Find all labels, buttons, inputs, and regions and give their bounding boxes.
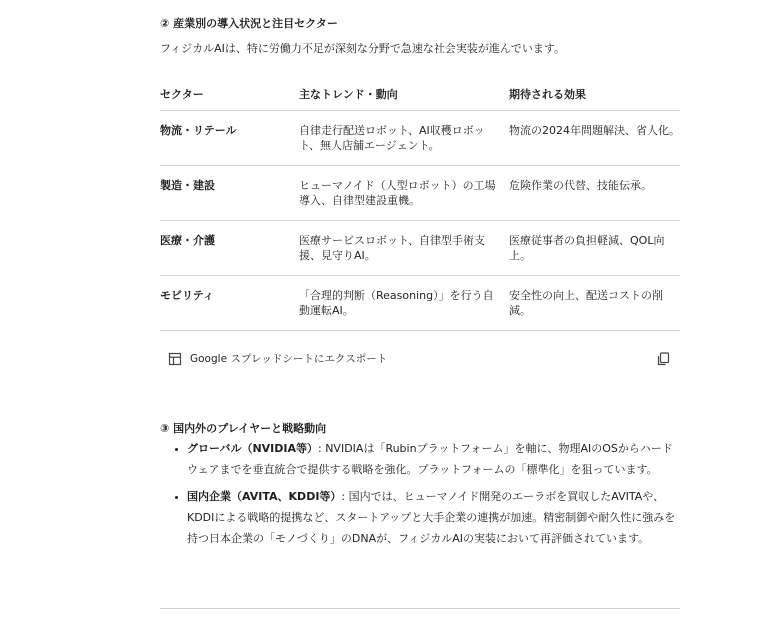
divider: [160, 608, 680, 609]
table-export-bar: [160, 346, 680, 374]
table-cell-sector: モビリティ: [160, 276, 299, 331]
table-cell-sector: 製造・建設: [160, 166, 299, 221]
table-cell-trend: 医療サービスロボット、自律型手術支援、見守りAI。: [299, 221, 509, 276]
section2-heading: ② 産業別の導入状況と注目セクター: [160, 17, 338, 30]
player-list: [160, 438, 680, 555]
list-item: [187, 438, 680, 480]
list-item-text: : 国内では、ヒューマノイド開発のエーラボを買収したAVITAや、KDDIによる戦略的提携など、スタートアップと大手企業の連携が加速。精密制御や耐久性に強みを持つ日本企業の「モノづくり」のDNAが、フィジカルAIの実装において再評価されています。: [187, 490, 676, 545]
table-header-row: [160, 78, 680, 111]
table-header-sector: セクター: [160, 78, 299, 111]
list-item-title: グローバル（NVIDIA等）: [187, 442, 318, 455]
table-cell-trend: ヒューマノイド（人型ロボット）の工場導入、自律型建設重機。: [299, 166, 509, 221]
table-cell-effect: 医療従事者の負担軽減、QOL向上。: [509, 221, 680, 276]
table-cell-effect: 危険作業の代替、技能伝承。: [509, 166, 680, 221]
table-row: [160, 166, 680, 221]
list-item-text: : NVIDIAは「Rubinプラットフォーム」を軸に、物理AIのOSからハードウェアまでを垂直統合で提供する戦略を強化。プラットフォームの「標準化」を狙っています。: [187, 442, 673, 476]
export-to-sheets-button[interactable]: [168, 351, 387, 366]
table-cell-trend: 自律走行配送ロボット、AI収穫ロボット、無人店舗エージェント。: [299, 111, 509, 166]
table-row: [160, 221, 680, 276]
list-item: [187, 486, 680, 549]
section2-intro: フィジカルAIは、特に労働力不足が深刻な分野で急速な社会実装が進んでいます。: [160, 42, 566, 55]
list-item-title: 国内企業（AVITA、KDDI等）: [187, 490, 342, 503]
table-cell-effect: 物流の2024年問題解決、省人化。: [509, 111, 680, 166]
table-row: [160, 111, 680, 166]
sector-table: [160, 78, 680, 331]
copy-table-button[interactable]: [657, 351, 670, 370]
export-label: Google スプレッドシートにエクスポート: [190, 353, 388, 365]
section3-heading: ③ 国内外のプレイヤーと戦略動向: [160, 422, 327, 435]
copy-icon: [657, 352, 670, 366]
table-header-trend: 主なトレンド・動向: [299, 78, 509, 111]
table-row: [160, 276, 680, 331]
table-cell-sector: 物流・リテール: [160, 111, 299, 166]
table-header-effect: 期待される効果: [509, 78, 680, 111]
table-cell-effect: 安全性の向上、配送コストの削減。: [509, 276, 680, 331]
table-cell-sector: 医療・介護: [160, 221, 299, 276]
table-grid-icon: [168, 352, 182, 366]
table-cell-trend: 「合理的判断（Reasoning）」を行う自動運転AI。: [299, 276, 509, 331]
